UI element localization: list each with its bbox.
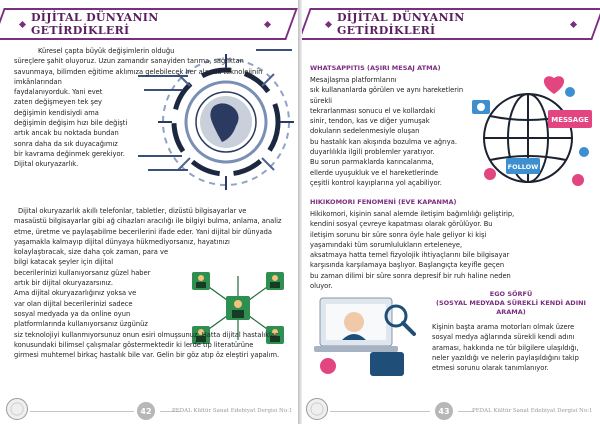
text-line: oluyor.	[310, 282, 333, 291]
text-line: sık kullananlarda görülen ve aynı hareketlerin sürekli	[310, 86, 464, 105]
text-line: siz teknolojiyi kullanmıyorsunuz onun esiri olmuşsunuz. Hatta dijital hastalıklar	[14, 330, 278, 339]
footer-magazine-name: PEDAL Kültür Sanat Edebiyat Dergisi No:1	[472, 408, 593, 414]
section-heading-whatsappitis: WHATSAPPITIS (AŞIRI MESAJ ATMA)	[310, 64, 441, 72]
section-body-hikikomori	[310, 209, 594, 291]
message-label: MESSAGE	[551, 116, 589, 124]
text-line: becerilerinizi kullanıyorsanız güzel haber	[14, 268, 151, 277]
diamond-icon	[19, 20, 26, 27]
text-line: platformlarında kullanıyorsanız üzgünüz	[14, 320, 148, 329]
text-line: değişimin kendisiydi ama	[14, 108, 99, 117]
text-line: Dijital okuryazarlık akıllı telefonlar, tabletler, dizüstü bilgisayarlar ve	[18, 207, 247, 215]
text-line: Bu sorun parmaklarda karıncalanma,	[310, 158, 434, 167]
right-page-title: DİJİTAL DÜNYANIN GETİRDİKLERİ	[336, 11, 465, 37]
section-body-whatsappitis	[310, 75, 480, 188]
text-line: süreçlere şahit oluyoruz. Uzun zamandır sanayiden tarıma, sağlıktan	[14, 57, 244, 66]
left-page	[0, 0, 298, 424]
text-line: ellerde uyuşukluk ve el hareketlerinde	[310, 168, 439, 177]
left-title-banner	[14, 8, 276, 40]
text-line: artık ancak bu noktada bundan	[14, 129, 119, 138]
social-media-globe-illustration	[466, 70, 598, 202]
heading-line: ARAMA)	[496, 308, 526, 316]
section-heading-ego-surf	[426, 290, 596, 317]
heading-line: EGO SÖRFÜ	[489, 290, 533, 298]
text-line: Ama dijital okuryazarlığınız yoksa ve	[14, 289, 137, 298]
text-line: dokuların sedelenmesiyle oluşan	[310, 127, 420, 136]
text-line: sinir, tendon, kas ve diğer yumuşak	[310, 117, 430, 126]
diamond-icon	[325, 20, 332, 27]
text-line: var olan dijital becerilerinizi sadece	[14, 299, 133, 308]
text-line: artık bir dijital okuryazarsınız.	[14, 279, 114, 288]
heading-line: (SOSYAL MEDYADA SÜREKLİ KENDİ ADINI	[436, 299, 586, 307]
follow-label: FOLLOW	[507, 163, 539, 171]
left-paragraph-2	[14, 206, 294, 360]
text-line: sosyal medya ağlarında sürekli kendi adını	[432, 333, 575, 342]
text-line: konusundaki bilimsel çalışmalar göstermektedir ki lerde tıp literatürüne	[14, 340, 254, 349]
text-line: imkânlarından	[14, 77, 62, 86]
text-line: neler yazıldığı ve nelerin paylaşıldığını takip	[432, 353, 579, 362]
text-line: yaşamındaki tüm sorumlulukların erteleneye,	[310, 240, 463, 249]
text-line: etmesi sorunu olarak tanımlanıyor.	[432, 364, 549, 373]
footer-line	[30, 411, 134, 412]
left-page-title: DİJİTAL DÜNYANIN GETİRDİKLERİ	[30, 11, 159, 37]
text-line: bir kavrama değinmek gerekiyor.	[14, 149, 125, 158]
text-line: yaşamakla kalmayıp dijital dünyaya hükmediyorsanız, hayatınızı	[14, 237, 230, 246]
text-line: girmesi muhtemel birkaç hastalık bile var. Gelin bir göz atıp öz eleştiri yapalım.	[14, 351, 280, 360]
text-line: tekrarlanması sonucu el ve kollardaki	[310, 106, 436, 115]
diamond-icon	[264, 20, 271, 27]
right-page	[302, 0, 600, 424]
left-paragraph-1	[14, 46, 286, 170]
text-line: faydalanıyorduk. Yani evet	[14, 88, 103, 97]
text-line: Hikikomori, kişinin sanal alemde iletişim bağımlılığı geliştirip,	[310, 210, 515, 218]
text-line: masaüstü bilgisayarlar gibi ağ cihazları aracılığı ile bilgiyi bulma, anlama, analiz	[14, 217, 282, 226]
text-line: karşısında karşılamaya başlıyor. Başlangıçta keyifle geçen	[310, 261, 505, 270]
magazine-logo	[6, 398, 28, 420]
text-line: bu hastalık kan akışında bozulma ve ağrıya.	[310, 137, 457, 146]
text-line: araması, hakkında ne tür bilgilere ulaşıldığı,	[432, 343, 579, 352]
text-line: iletişim sorunu bir süre sonra öyle hale geliyor ki kişi	[310, 230, 487, 239]
text-line: etme, üretme ve paylaşabilme becerilerini ifade eder. Yani dijital bir dünyada	[14, 227, 273, 236]
text-line: aksatmaya hatta temel fizyolojik ihtiyaçlarını bile bilgisayar	[310, 251, 510, 260]
right-title-banner	[320, 8, 582, 40]
page-number: 43	[435, 402, 453, 420]
text-line: sonra daha da sık duyacağımız	[14, 139, 118, 148]
text-line: kolaylaştıracak, size daha çok zaman, para ve	[14, 248, 169, 257]
section-heading-hikikomori: HIKIKOMORI FENOMENİ (EVE KAPANMA)	[310, 198, 457, 206]
ego-surf-illustration	[310, 292, 422, 378]
text-line: Dijital okuryazarlık.	[14, 160, 79, 169]
text-line: çeşitli kontrol kayıplarına yol açabiliyor.	[310, 178, 442, 187]
text-line: sosyal medyada ya da online oyun	[14, 309, 131, 318]
magazine-logo	[306, 398, 328, 420]
text-line: Kişinin başta arama motorları olmak üzere	[432, 323, 575, 331]
footer-magazine-name: PEDAL Kültür Sanat Edebiyat Dergisi No:1	[172, 408, 293, 414]
text-line: bu zaman dilimi bir süre sonra depresif bir ruh haline neden	[310, 271, 511, 280]
text-line: duyarlılıkla ilgili problemler yaratıyor.	[310, 148, 435, 157]
text-line: değişimin değişim hızı bile değişti	[14, 119, 128, 128]
text-line: Küresel çapta büyük değişimlerin olduğu	[38, 47, 175, 55]
text-line: bilgi katacak şeyler için dijital	[14, 258, 114, 267]
section-body-ego-surf	[432, 322, 596, 373]
text-line: savunmaya, bilimden eğitime aklımıza gelebilecek her alanda teknolojinin	[14, 67, 263, 76]
text-line: zaten değişmeyen tek şey	[14, 98, 103, 107]
page-number: 42	[137, 402, 155, 420]
diamond-icon	[570, 20, 577, 27]
text-line: kendini sosyal çevreye kapatması olarak görülüyor. Bu	[310, 220, 493, 229]
footer-line	[330, 411, 430, 412]
text-line: Mesajlaşma platformlarını	[310, 76, 397, 84]
